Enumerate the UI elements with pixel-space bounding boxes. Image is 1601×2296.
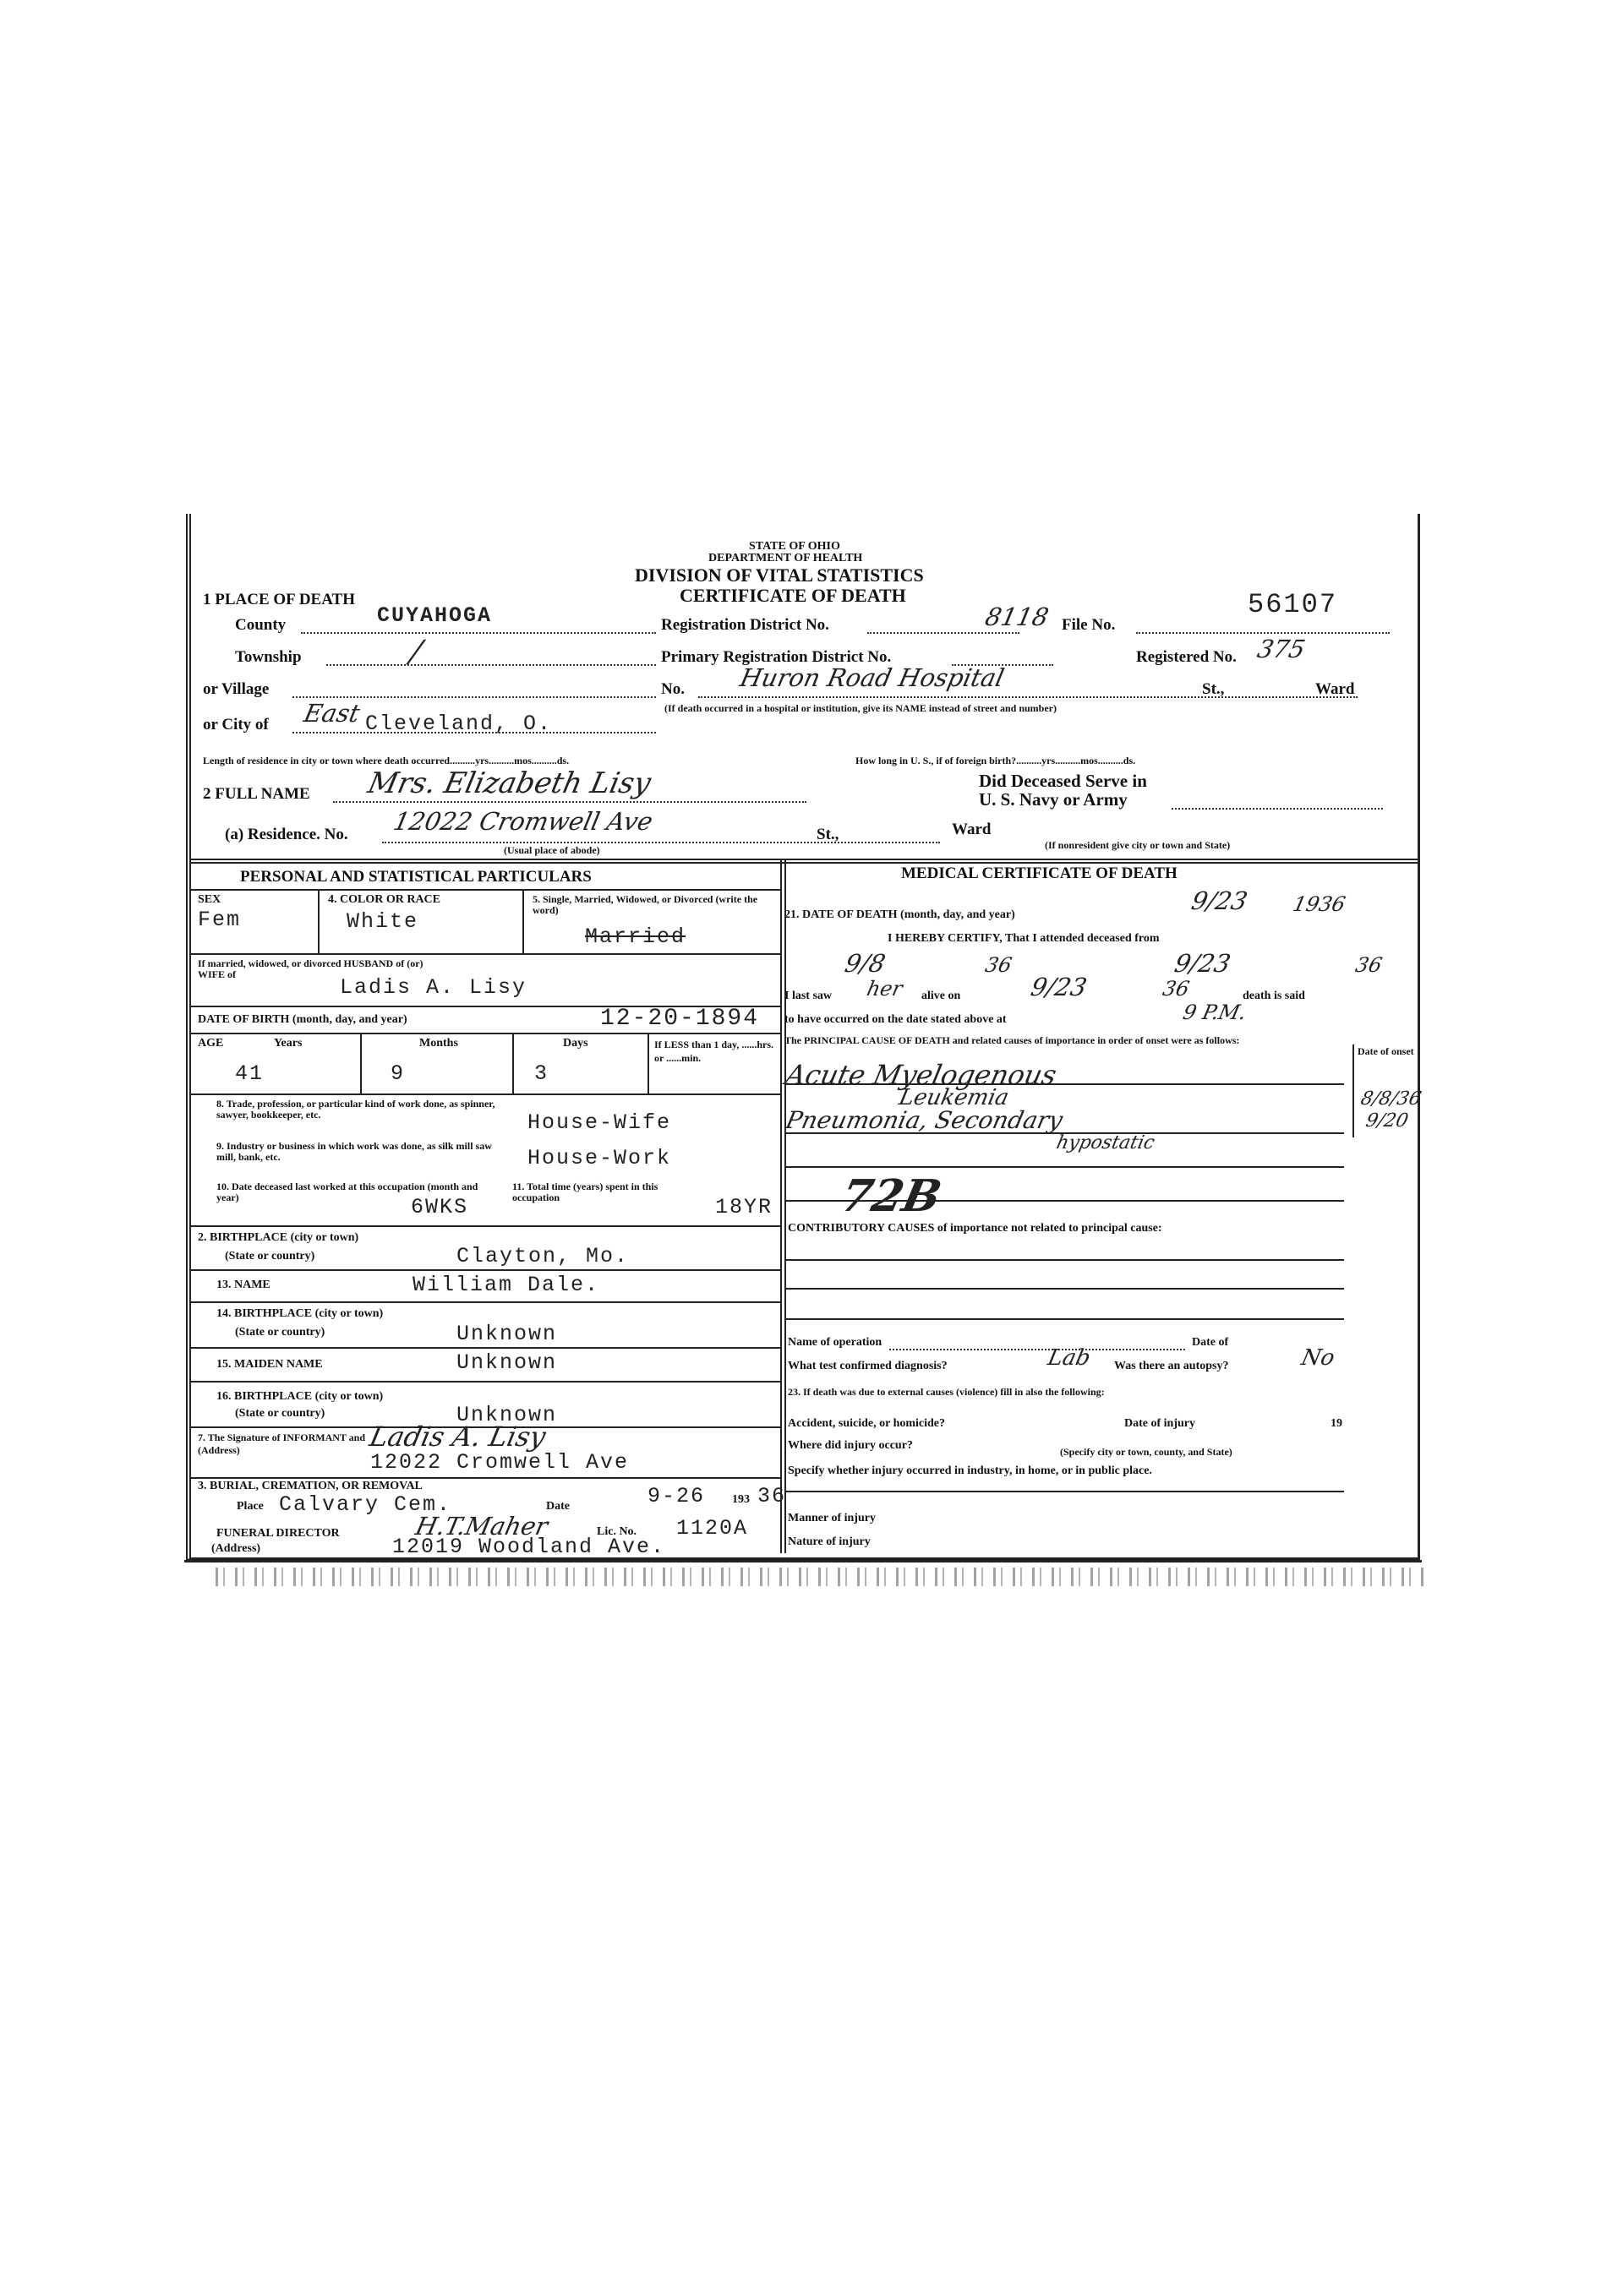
age-label: AGE <box>198 1037 224 1050</box>
ward-label: Ward <box>1315 680 1355 698</box>
registered-value: 375 <box>1254 635 1309 663</box>
industry-label: 9. Industry or business in which work was done, as silk mill saw mill, bank, etc. <box>216 1140 492 1163</box>
hospital-value: Huron Road Hospital <box>737 663 1007 692</box>
medical-section-header: MEDICAL CERTIFICATE OF DEATH <box>901 864 1178 882</box>
funeral-director-label: FUNERAL DIRECTOR <box>216 1527 340 1540</box>
maiden-name-value: Unknown <box>456 1350 558 1375</box>
mother-birthplace-state-label: (State or country) <box>235 1407 325 1420</box>
attended-from-year: 36 <box>983 953 1014 977</box>
death-said-label: death is said <box>1243 990 1305 1002</box>
informant-label: 7. The Signature of INFORMANT and (Address) <box>198 1432 366 1456</box>
burial-place-label: Place <box>237 1500 264 1513</box>
age-days-value: 3 <box>534 1061 549 1086</box>
certify-label: I HEREBY CERTIFY, That I attended deceased from <box>888 932 1160 945</box>
place-of-death-label: 1 PLACE OF DEATH <box>203 591 355 608</box>
informant-address: 12022 Cromwell Ave <box>370 1450 630 1475</box>
residence-length-label: Length of residence in city or town where death occurred..........yrs..........mos..........ds. <box>203 755 570 766</box>
how-long-us-label: How long in U. S., if of foreign birth?..........yrs..........mos..........ds. <box>855 755 1136 766</box>
funeral-address-label: (Address) <box>211 1542 261 1555</box>
date-injury-year: 19 <box>1331 1417 1342 1430</box>
color-label: 4. COLOR OR RACE <box>328 893 441 906</box>
township-label: Township <box>235 648 302 666</box>
residence-st-label: St., <box>817 826 839 843</box>
dob-value: 12-20-1894 <box>600 1006 760 1032</box>
marital-label: 5. Single, Married, Widowed, or Divorced (write the word) <box>533 893 758 916</box>
trade-value: House-Wife <box>527 1110 672 1135</box>
hospital-note: (If death occurred in a hospital or institution, give its NAME instead of street and number) <box>664 702 1057 714</box>
saw-her-value: her <box>865 977 905 1001</box>
time-of-death-value: 9 P.M. <box>1181 1001 1249 1024</box>
last-worked-label: 10. Date deceased last worked at this occupation (month and year) <box>216 1181 478 1203</box>
city-handwritten: East <box>301 699 363 728</box>
file-no-label: File No. <box>1062 616 1116 634</box>
age-months-value: 9 <box>391 1061 406 1086</box>
scan-noise <box>216 1568 1424 1586</box>
total-time-label: 11. Total time (years) spent in this occupation <box>512 1181 658 1203</box>
st-label: St., <box>1202 680 1225 698</box>
less-than-label: If LESS than 1 day, ......hrs. or ......min. <box>654 1039 774 1064</box>
mother-birthplace-value: Unknown <box>456 1403 558 1427</box>
sex-label: SEX <box>198 893 221 906</box>
burial-label: 3. BURIAL, CREMATION, OR REMOVAL <box>198 1480 423 1492</box>
alive-year-value: 36 <box>1161 977 1192 1001</box>
primary-reg-label: Primary Registration District No. <box>661 648 892 666</box>
accident-label: Accident, suicide, or homicide? <box>788 1417 946 1430</box>
onset-2-value: 9/20 <box>1363 1110 1411 1132</box>
spouse-label: If married, widowed, or divorced HUSBAND of (or) WIFE of <box>198 957 423 980</box>
specify-industry-label: Specify whether injury occurred in industry, in home, or in public place. <box>788 1464 1152 1477</box>
maiden-name-label: 15. MAIDEN NAME <box>216 1358 323 1371</box>
registered-label: Registered No. <box>1136 648 1237 666</box>
full-name-label: 2 FULL NAME <box>203 785 310 803</box>
birthplace-state-label: (State or country) <box>225 1250 315 1263</box>
division-header: DIVISION OF VITAL STATISTICS <box>635 564 924 586</box>
attended-to-value: 9/23 <box>1172 949 1233 978</box>
navy-army-label-2: U. S. Navy or Army <box>979 789 1128 810</box>
burial-date-value: 9-26 <box>648 1484 706 1508</box>
residence-label: (a) Residence. No. <box>225 826 348 843</box>
department-header: DEPARTMENT OF HEALTH <box>708 552 863 564</box>
county-label: County <box>235 616 287 634</box>
burial-date-label: Date <box>546 1500 570 1513</box>
marital-value: Married <box>585 924 686 949</box>
days-label: Days <box>563 1037 588 1050</box>
residence-ward-label: Ward <box>952 821 992 838</box>
principal-cause-label: The PRINCIPAL CAUSE OF DEATH and related causes of importance in order of onset were as follows: <box>784 1034 1240 1046</box>
father-birthplace-state-label: (State or country) <box>235 1326 325 1339</box>
specify-city-label: (Specify city or town, county, and State) <box>1060 1446 1232 1458</box>
attended-to-year: 36 <box>1353 953 1385 977</box>
spouse-value: Ladis A. Lisy <box>340 975 527 1000</box>
navy-army-label-1: Did Deceased Serve in <box>979 771 1147 791</box>
last-saw-label: I last saw <box>784 990 833 1002</box>
sex-value: Fem <box>198 908 242 932</box>
months-label: Months <box>419 1037 458 1050</box>
age-years-value: 41 <box>235 1061 265 1086</box>
date-death-year: 1936 <box>1291 892 1348 916</box>
no-label: No. <box>661 680 685 698</box>
father-birthplace-label: 14. BIRTHPLACE (city or town) <box>216 1307 384 1320</box>
father-birthplace-value: Unknown <box>456 1322 558 1346</box>
cause-1-value: Acute Myelogenous <box>782 1059 1060 1091</box>
certificate-title: CERTIFICATE OF DEATH <box>680 585 906 606</box>
operation-date-label: Date of <box>1192 1336 1229 1349</box>
funeral-address-value: 12019 Woodland Ave. <box>392 1535 666 1559</box>
city-value: Cleveland, O. <box>365 712 553 736</box>
reg-district-label: Registration District No. <box>661 616 829 634</box>
residence-value: 12022 Cromwell Ave <box>391 807 656 836</box>
cause-4-value: hypostatic <box>1054 1132 1157 1153</box>
stamp-code: 72B <box>836 1170 946 1222</box>
date-death-label: 21. DATE OF DEATH (month, day, and year) <box>784 908 1015 921</box>
industry-value: House-Work <box>527 1146 672 1170</box>
attended-from-value: 9/8 <box>842 949 888 978</box>
funeral-lic-label: Lic. No. <box>597 1525 637 1538</box>
date-death-value: 9/23 <box>1188 886 1250 915</box>
burial-year-prefix: 193 <box>732 1493 750 1506</box>
onset-divider <box>1352 1044 1354 1137</box>
village-label: or Village <box>203 680 270 698</box>
funeral-lic-value: 1120A <box>676 1516 749 1541</box>
city-label: or City of <box>203 716 269 734</box>
external-causes-label: 23. If death was due to external causes (violence) fill in also the following: <box>788 1386 1105 1398</box>
contributory-label: CONTRIBUTORY CAUSES of importance not related to principal cause: <box>788 1222 1162 1235</box>
operation-label: Name of operation <box>788 1336 882 1349</box>
birthplace-label: 2. BIRTHPLACE (city or town) <box>198 1231 359 1244</box>
father-name-label: 13. NAME <box>216 1279 270 1291</box>
birthplace-value: Clayton, Mo. <box>456 1244 630 1268</box>
onset-1-value: 8/8/36 <box>1358 1088 1423 1110</box>
county-value: CUYAHOGA <box>377 603 493 628</box>
state-header: STATE OF OHIO <box>749 540 840 553</box>
mother-birthplace-label: 16. BIRTHPLACE (city or town) <box>216 1390 384 1403</box>
date-injury-label: Date of injury <box>1124 1417 1195 1430</box>
burial-year-value: 36 <box>757 1484 787 1508</box>
alive-on-value: 9/23 <box>1028 973 1090 1001</box>
where-injury-label: Where did injury occur? <box>788 1439 913 1452</box>
nonresident-label: (If nonresident give city or town and State) <box>1045 839 1231 851</box>
manner-label: Manner of injury <box>788 1512 876 1524</box>
township-value: / <box>407 635 425 669</box>
nature-label: Nature of injury <box>788 1535 871 1548</box>
last-worked-value: 6WKS <box>411 1195 469 1219</box>
years-label: Years <box>274 1037 303 1050</box>
trade-label: 8. Trade, profession, or particular kind of work done, as spinner, sawyer, bookkeeper, etc. <box>216 1098 495 1121</box>
personal-section-header: PERSONAL AND STATISTICAL PARTICULARS <box>240 868 592 886</box>
date-onset-label: Date of onset <box>1358 1045 1414 1057</box>
total-time-value: 18YR <box>715 1195 773 1219</box>
funeral-director-value: H.T.Maher <box>413 1512 551 1541</box>
test-value: Lab <box>1045 1345 1093 1371</box>
full-name-value: Mrs. Elizabeth Lisy <box>364 766 654 800</box>
test-label: What test confirmed diagnosis? <box>788 1360 948 1372</box>
dob-label: DATE OF BIRTH (month, day, and year) <box>198 1013 407 1026</box>
cause-3-value: Pneumonia, Secondary <box>783 1106 1066 1134</box>
file-no-value: 56107 <box>1248 589 1338 620</box>
to-have-occurred-label: to have occurred on the date stated above at <box>784 1013 1007 1026</box>
reg-district-value: 8118 <box>982 603 1052 631</box>
burial-place-value: Calvary Cem. <box>279 1492 452 1517</box>
color-value: White <box>347 909 419 934</box>
cause-2-value: Leukemia <box>896 1085 1012 1110</box>
alive-on-label: alive on <box>921 990 961 1002</box>
autopsy-label: Was there an autopsy? <box>1114 1360 1229 1372</box>
autopsy-value: No <box>1298 1345 1337 1371</box>
usual-place-label: (Usual place of abode) <box>504 844 600 856</box>
informant-signature: Ladis A. Lisy <box>366 1421 549 1453</box>
father-name-value: William Dale. <box>413 1273 600 1297</box>
